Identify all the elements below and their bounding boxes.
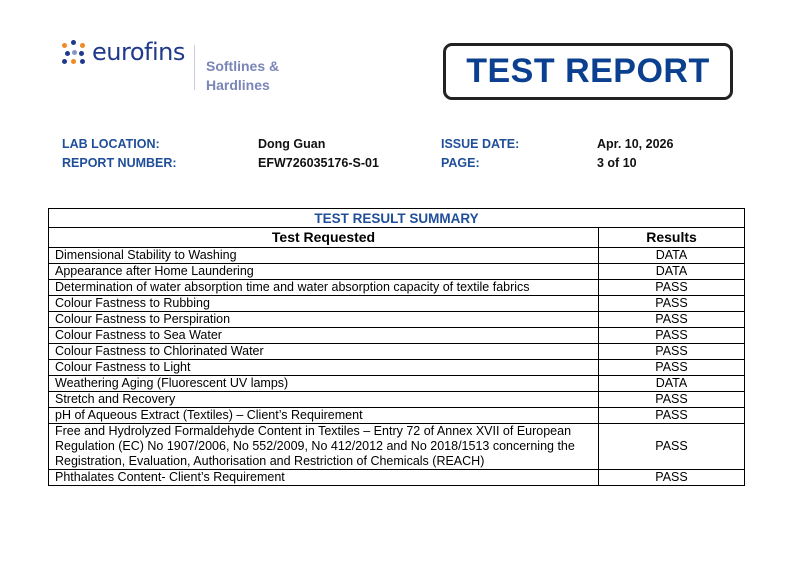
brand-name: eurofins (92, 38, 185, 66)
page-label: PAGE: (441, 156, 480, 170)
test-result: PASS (599, 360, 745, 376)
table-row (49, 470, 745, 486)
table-row (49, 264, 745, 280)
test-name: Weathering Aging (Fluorescent UV lamps) (49, 376, 599, 392)
division-line-1: Softlines & (206, 58, 280, 74)
logo-divider (194, 45, 195, 90)
table-row (49, 312, 745, 328)
summary-title: TEST RESULT SUMMARY (49, 209, 745, 228)
test-result: DATA (599, 264, 745, 280)
col-header-test: Test Requested (49, 228, 599, 248)
test-name: Appearance after Home Laundering (49, 264, 599, 280)
issue-date-label: ISSUE DATE: (441, 137, 520, 151)
table-row (49, 248, 745, 264)
test-name: Dimensional Stability to Washing (49, 248, 599, 264)
test-name: Colour Fastness to Rubbing (49, 296, 599, 312)
table-row (49, 376, 745, 392)
eurofins-logo (62, 38, 185, 66)
division-name (206, 57, 279, 95)
eurofins-dots-icon (62, 40, 86, 64)
test-name: Colour Fastness to Light (49, 360, 599, 376)
report-number-label: REPORT NUMBER: (62, 156, 177, 170)
table-row (49, 408, 745, 424)
test-name: Stretch and Recovery (49, 392, 599, 408)
table-row (49, 328, 745, 344)
page-value: 3 of 10 (597, 156, 637, 170)
test-name: Phthalates Content- Client’s Requirement (49, 470, 599, 486)
table-row (49, 424, 745, 470)
test-result: PASS (599, 296, 745, 312)
test-result: PASS (599, 344, 745, 360)
issue-date-value: Apr. 10, 2026 (597, 137, 674, 151)
test-name: Colour Fastness to Perspiration (49, 312, 599, 328)
report-number-value: EFW726035176-S-01 (258, 156, 379, 170)
table-row (49, 280, 745, 296)
test-name: Colour Fastness to Chlorinated Water (49, 344, 599, 360)
test-result: PASS (599, 312, 745, 328)
test-name: Determination of water absorption time and water absorption capacity of textile fabrics (49, 280, 599, 296)
test-result: DATA (599, 248, 745, 264)
division-line-2: Hardlines (206, 77, 270, 93)
col-header-results: Results (599, 228, 745, 248)
test-result: PASS (599, 392, 745, 408)
test-result: PASS (599, 408, 745, 424)
test-name: pH of Aqueous Extract (Textiles) – Client’s Requirement (49, 408, 599, 424)
test-result: PASS (599, 470, 745, 486)
table-row (49, 344, 745, 360)
lab-location-value: Dong Guan (258, 137, 326, 151)
table-row (49, 392, 745, 408)
test-result: PASS (599, 424, 745, 470)
test-name: Colour Fastness to Sea Water (49, 328, 599, 344)
test-name: Free and Hydrolyzed Formaldehyde Content in Textiles – Entry 72 of Annex XVII of European Regulation (EC) No 1907/2006, No 552/2009, No 412/2012 and No 2018/1513 concerning the Registration, Evaluation, Authorisation and Restriction of Chemicals (REACH) (49, 424, 599, 470)
test-report-badge: TEST REPORT (443, 43, 733, 100)
lab-location-label: LAB LOCATION: (62, 137, 160, 151)
table-row (49, 296, 745, 312)
test-result: DATA (599, 376, 745, 392)
test-result-summary-table (48, 208, 745, 486)
test-result: PASS (599, 328, 745, 344)
table-row (49, 360, 745, 376)
test-result: PASS (599, 280, 745, 296)
